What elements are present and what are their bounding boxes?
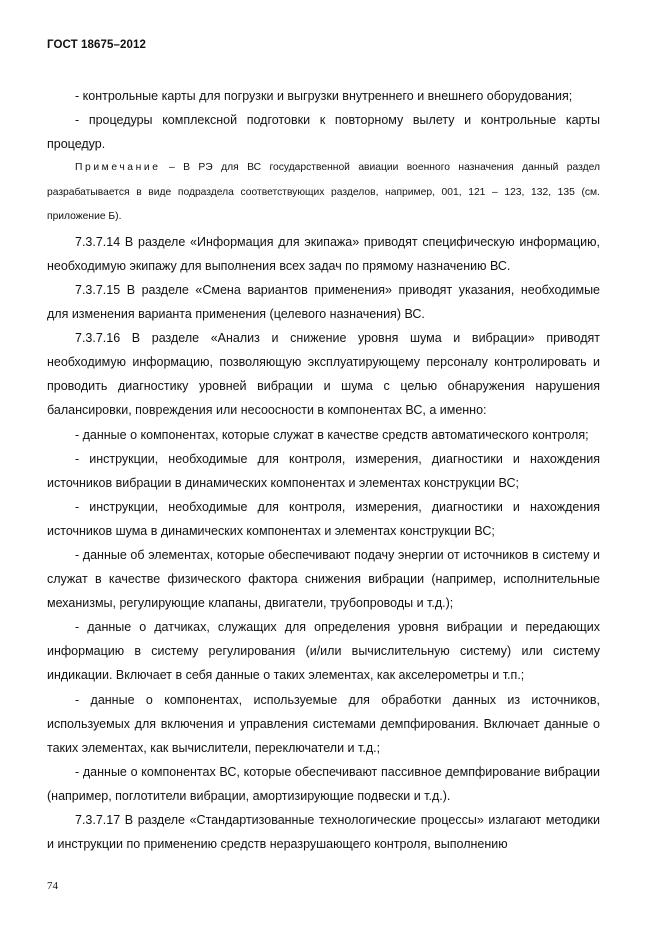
page-body (47, 84, 600, 856)
note (47, 156, 600, 230)
list-item: - данные о датчиках, служащих для определения уровня вибрации и передающих информацию в систему регулирования (и/или вычислительную систему) или систему индикации. Включает в себя данные о таких элементах, как акселерометры и т.п.; (47, 620, 600, 683)
list-item: - процедуры комплексной подготовки к повторному вылету и контрольные карты процедур. (47, 113, 600, 152)
section-7-3-7-15: 7.3.7.15 В разделе «Смена вариантов применения» приводят указания, необходимые для изменения варианта применения (целевого назначения) ВС. (47, 282, 600, 322)
section-7-3-7-17: 7.3.7.17 В разделе «Стандартизованные технологические процессы» излагают методики и инструкции по применению средств неразрушающего контроля, выполнению (47, 813, 600, 852)
list-item: - инструкции, необходимые для контроля, измерения, диагностики и нахождения источников вибрации в динамических компонентах и элементах конструкции ВС; (47, 451, 600, 490)
list-item: - данные о компонентах, которые служат в качестве средств автоматического контроля; (75, 427, 589, 442)
document-header: ГОСТ 18675–2012 (47, 39, 147, 51)
list-item: - данные об элементах, которые обеспечивают подачу энергии от источников в систему и служат в качестве физического фактора снижения вибрации (например, исполнительные механизмы, регулирующие клапаны, двигатели, трубопроводы и т.д.); (47, 548, 600, 611)
section-7-3-7-14: 7.3.7.14 В разделе «Информация для экипажа» приводят специфическую информацию, необходимую экипажу для выполнения всех задач по прямому назначению ВС. (47, 234, 600, 273)
list-item: - данные о компонентах ВС, которые обеспечивают пассивное демпфирование вибрации (например, поглотители вибрации, амортизирующие подвески и т.д.). (47, 764, 600, 803)
section-7-3-7-16: 7.3.7.16 В разделе «Анализ и снижение уровня шума и вибрации» приводят необходимую информацию, позволяющую эксплуатирующему персоналу контролировать и проводить диагностику уровней вибрации и шума с целью обнаружения нарушения балансировки, повреждения или несоосности в компонентах ВС, а именно: (47, 331, 600, 418)
note-label: Примечание (75, 162, 161, 174)
list-item: - данные о компонентах, используемые для обработки данных из источников, используемых для включения и управления системами демпфирования. Включает данные о таких элементах, как вычислители, переключатели и т.д.; (47, 692, 600, 755)
page-number: 74 (47, 880, 58, 892)
note-text: – В РЭ для ВС государственной авиации военного назначения данный раздел разрабатывается в виде подраздела соответствующих разделов, например, 001, 121 – 123, 132, 135 (см. приложение Б). (47, 162, 600, 223)
list-item: - инструкции, необходимые для контроля, измерения, диагностики и нахождения источников шума в динамических компонентах и элементах конструкции ВС; (47, 499, 600, 538)
list-item: - контрольные карты для погрузки и выгрузки внутреннего и внешнего оборудования; (75, 89, 573, 103)
